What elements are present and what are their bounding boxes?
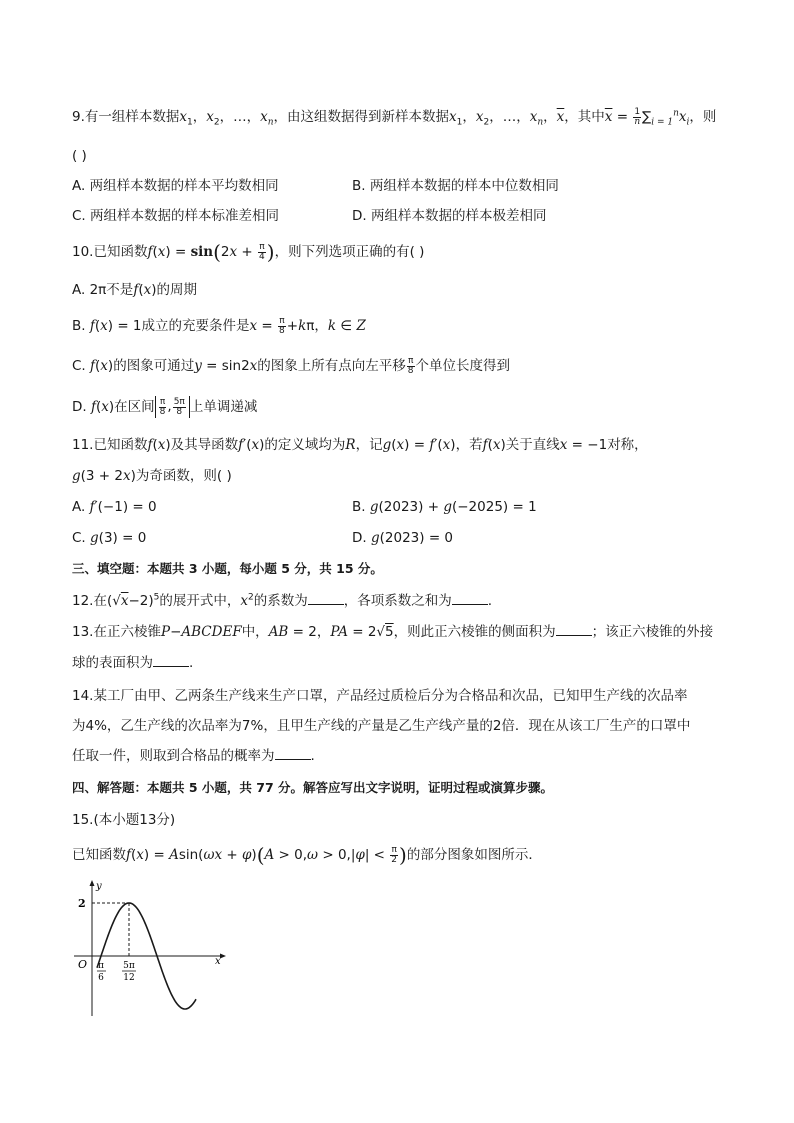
q9-option-b: B. 两组样本数据的样本中位数相同 — [352, 178, 559, 194]
x-tick-5pi12-den: 12 — [123, 973, 135, 983]
y-tick-2: 2 — [78, 897, 86, 910]
q14-line1: 14.某工厂由甲、乙两条生产线来生产口罩，产品经过质检后分为合格品和次品，已知甲生产线的次品率 — [72, 688, 688, 704]
q11-option-b: B. g(2023) + g(−2025) = 1 — [352, 499, 537, 515]
q12: 12.在$(√x-2)^5$的展开式中，$x^2$的系数为 ，各项系数之和为 . — [72, 592, 493, 609]
q15-heading: 15.(本小题13分) — [72, 812, 176, 828]
q11-option-c: C. g(3) = 0 — [72, 530, 147, 546]
x-tick-pi6-num: π — [98, 961, 104, 971]
q10-stem: 10.已知函数f(x) = sin(2x + $\frac{\pi}{4}$ )，则下列选项正确的有( ) — [72, 240, 425, 264]
q9-option-d: D. 两组样本数据的样本极差相同 — [352, 208, 547, 224]
q11-option-a: A. f′(−1) = 0 — [72, 499, 157, 515]
q9-paren: ( ) — [72, 148, 87, 164]
q9-option-a: A. 两组样本数据的样本平均数相同 — [72, 178, 279, 194]
x-tick-5pi12-num: 5π — [123, 961, 135, 971]
q9-option-c: C. 两组样本数据的样本标准差相同 — [72, 208, 280, 224]
x-axis-label: x — [215, 956, 221, 967]
section-3-heading: 三、填空题：本题共 3 小题，每小题 5 分，共 15 分。 — [72, 561, 383, 576]
q14-line2: 为4%，乙生产线的次品率为7%，且甲生产线的产量是乙生产线产量的2倍．现在从该工厂生产的口罩中 — [72, 718, 691, 734]
q11-option-d: D. g(2023) = 0 — [352, 530, 454, 546]
x-tick-pi6-den: 6 — [98, 973, 104, 983]
q14-line3: 任取一件，则取到合格品的概率为 . — [72, 748, 315, 764]
y-axis-label: y — [96, 881, 102, 892]
q13-line1: 13.在正六棱锥P−ABCDEF中，AB = 2，PA = 2√5，则此正六棱锥的侧面积为 ；该正六棱锥的外接 — [72, 624, 714, 640]
origin-label: O — [78, 958, 88, 971]
q10-option-a: A. 2π不是f(x)的周期 — [72, 282, 197, 298]
q13-line2: 球的表面积为 . — [72, 655, 194, 671]
sine-graph — [72, 876, 232, 1026]
q10-option-c: C. f(x)的图象可通过y = sin2x的图象上所有点向左平移 $\frac{\pi}{8}$ 个单位长度得到 — [72, 355, 511, 376]
q15-stem: 已知函数f(x) = Asin(ωx + φ)(A > 0,ω > 0,|φ| < $\frac{\pi}{2}$ )的部分图象如图所示． — [72, 843, 542, 867]
q11-stem-line2: g(3 + 2x)为奇函数，则( ) — [72, 468, 232, 484]
q10-option-b: B. f(x) = 1成立的充要条件是x = $\frac{\pi}{8}$ +kπ，k ∈ Z — [72, 315, 366, 336]
section-4-heading: 四、解答题：本题共 5 小题，共 77 分。解答应写出文字说明，证明过程或演算步骤。 — [72, 780, 554, 795]
q10-option-d: D. f(x)在区间 $\frac{\pi}{8}$ , $\frac{5\pi}{8}$ 上单调递减 — [72, 397, 258, 417]
q11-stem-line1: 11.已知函数f(x)及其导函数f′(x)的定义域均为R，记g(x) = f′(x)，若f(x)关于直线x = −1对称， — [72, 437, 648, 453]
y-axis-arrow — [90, 880, 95, 886]
x-axis-arrow — [220, 954, 226, 959]
q9-stem: 9.有一组样本数据$x_1$，$x_2$，…，$x_n$，由这组数据得到新样本数据$x_1$，$x_2$，…，$x_n$，$\overline{x}$，其中$\overline{x}$ = $\frac{1}{n}$ $\sum_{i = 1}^nx_i$，则 — [72, 106, 717, 128]
